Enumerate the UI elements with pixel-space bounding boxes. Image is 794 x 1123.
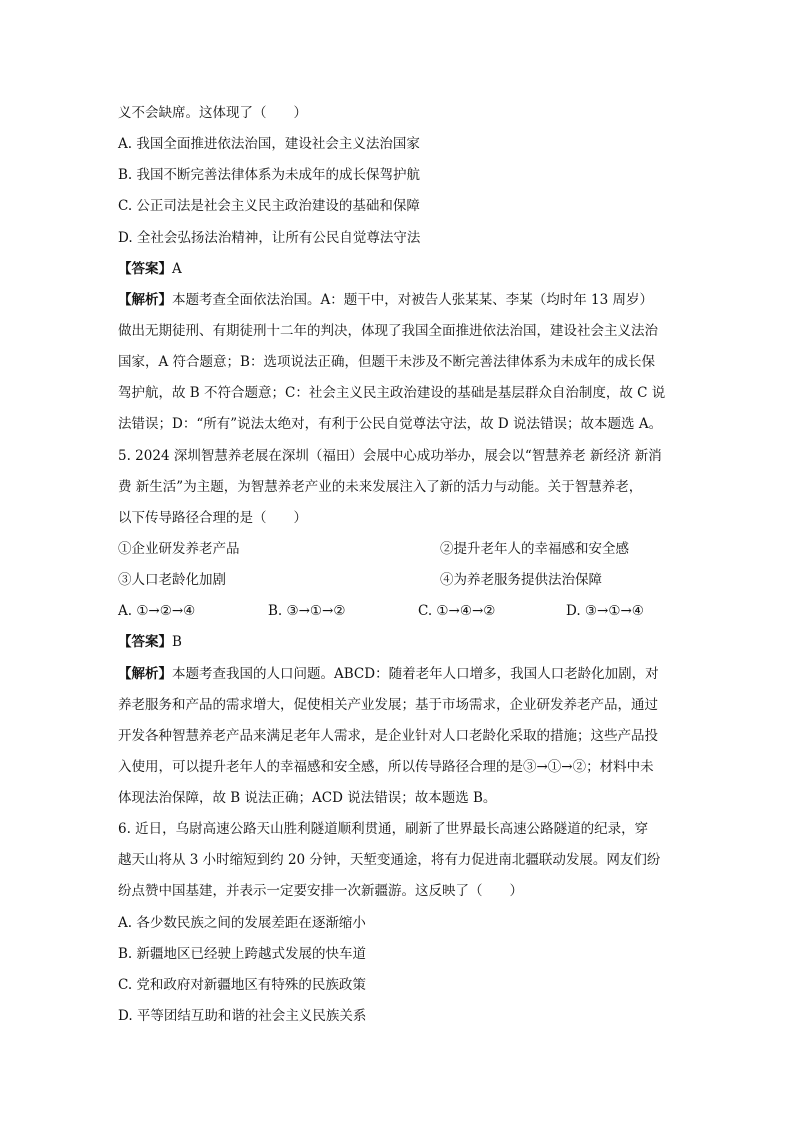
q5-stem-line-2: 费 新生活”为主题，为智慧养老产业的未来发展注入了新的活力与动能。关于智慧养老， xyxy=(118,479,643,495)
q5-item-4: ④为养老服务提供法治保障 xyxy=(440,572,602,588)
q5-answer-label: 【答案】 xyxy=(118,634,172,650)
q4-answer-value: A xyxy=(172,261,182,277)
q6-stem-line-2: 越天山将从 3 小时缩短到约 20 分钟，天堑变通途，将有力促进南北疆联动发展。网友们纷 xyxy=(118,852,661,868)
q4-answer-label: 【答案】 xyxy=(118,261,172,277)
q4-option-a: A. 我国全面推进依法治国，建设社会主义法治国家 xyxy=(118,136,420,152)
q6-option-a: A. 各少数民族之间的发展差距在逐渐缩小 xyxy=(118,915,366,931)
q6-option-d: D. 平等团结互助和谐的社会主义民族关系 xyxy=(118,1008,367,1024)
q4-option-b: B. 我国不断完善法律体系为未成年的成长保驾护航 xyxy=(118,167,421,183)
q4-analysis-line-2: 做出无期徒刑、有期徒刑十二年的判决，体现了我国全面推进依法治国，建设社会主义法治 xyxy=(118,323,658,339)
q5-option-d: D. ③→①→④ xyxy=(566,603,644,619)
q6-option-c: C. 党和政府对新疆地区有特殊的民族政策 xyxy=(118,977,366,993)
q4-analysis-label: 【解析】 xyxy=(118,292,172,308)
q5-analysis-line-1 xyxy=(118,664,659,684)
q4-stem-tail: 义不会缺席。这体现了（ ） xyxy=(118,105,307,121)
q6-stem-line-1: 6. 近日，乌尉高速公路天山胜利隧道顺利贯通，刷新了世界最长高速公路隧道的纪录，穿 xyxy=(118,821,649,837)
q4-analysis-text-1: 本题考查全面依法治国。A：题干中，对被告人张某某、李某（均时年 13 周岁） xyxy=(172,292,654,308)
q4-analysis-line-4: 驾护航，故 B 不符合题意；C：社会主义民主政治建设的基础是基层群众自治制度，故 C 说 xyxy=(118,385,666,401)
q5-option-c: C. ①→④→② xyxy=(418,603,496,619)
q5-item-2: ②提升老年人的幸福感和安全感 xyxy=(440,541,629,557)
q4-answer xyxy=(118,259,182,279)
q4-analysis-line-3: 国家，A 符合题意；B：选项说法正确，但题干未涉及不断完善法律体系为未成年的成长保 xyxy=(118,354,655,370)
q5-answer-value: B xyxy=(172,634,182,650)
q5-answer xyxy=(118,632,182,652)
q5-analysis-line-5: 体现法治保障，故 B 说法正确；ACD 说法错误；故本题选 B。 xyxy=(118,790,497,806)
q5-item-1: ①企业研发养老产品 xyxy=(118,541,240,557)
q6-option-b: B. 新疆地区已经驶上跨越式发展的快车道 xyxy=(118,946,367,962)
q4-option-c: C. 公正司法是社会主义民主政治建设的基础和保障 xyxy=(118,198,420,214)
q6-stem-line-3: 纷点赞中国基建，并表示一定要安排一次新疆游。这反映了（ ） xyxy=(118,883,523,899)
q5-stem-line-3: 以下传导路径合理的是（ ） xyxy=(118,510,307,526)
q5-analysis-line-2: 养老服务和产品的需求增大，促使相关产业发展；基于市场需求，企业研发养老产品，通过 xyxy=(118,697,658,713)
q4-option-d: D. 全社会弘扬法治精神，让所有公民自觉尊法守法 xyxy=(118,230,421,246)
q4-analysis-line-1 xyxy=(118,290,653,310)
q5-analysis-line-3: 开发各种智慧养老产品来满足老年人需求，是企业针对人口老龄化采取的措施；这些产品投 xyxy=(118,728,658,744)
q5-analysis-text-1: 本题考查我国的人口问题。ABCD：随着老年人口增多，我国人口老龄化加剧，对 xyxy=(172,666,659,682)
q5-option-a: A. ①→②→④ xyxy=(118,603,196,619)
q5-item-3: ③人口老龄化加剧 xyxy=(118,572,226,588)
q5-option-b: B. ③→①→② xyxy=(268,603,346,619)
q5-analysis-label: 【解析】 xyxy=(118,666,172,682)
q5-stem-line-1: 5. 2024 深圳智慧养老展在深圳（福田）会展中心成功举办，展会以“智慧养老 新经济 新消 xyxy=(118,448,662,464)
q4-analysis-line-5: 法错误；D：“所有”说法太绝对，有利于公民自觉尊法守法，故 D 说法错误；故本题选 A。 xyxy=(118,416,663,432)
q5-analysis-line-4: 入使用，可以提升老年人的幸福感和安全感，所以传导路径合理的是③→①→②；材料中未 xyxy=(118,759,654,775)
